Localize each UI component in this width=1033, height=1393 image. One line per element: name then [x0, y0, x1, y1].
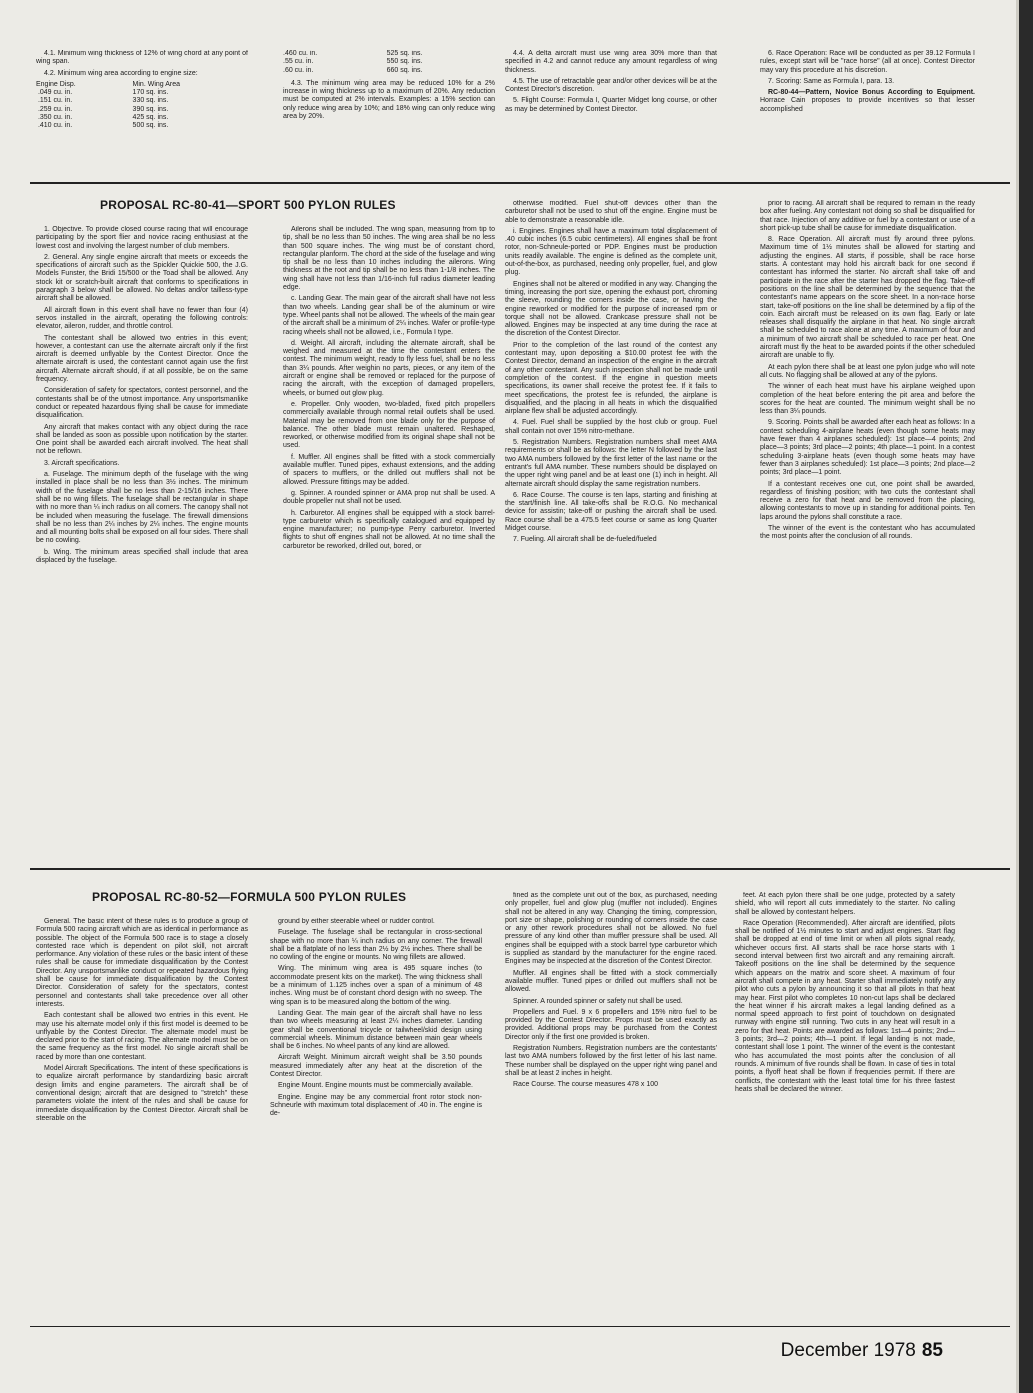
table-cell: 390 sq. ins.: [132, 105, 169, 113]
paragraph: f. Muffler. All engines shall be fitted with a stock commercially available muffler. Tuned pipes, exhaust extensions, and the adding of spacers to mufflers, or the drilled out mufflers shall not be allowed. Pressure fittings may be added.: [283, 453, 495, 486]
table-cell: 425 sq. ins.: [132, 114, 169, 122]
s1-col-1: [36, 226, 248, 866]
s2-col-1: [36, 918, 248, 1323]
paragraph: 9. Scoring. Points shall be awarded after each heat as follows: In a contest scheduling 4-airplane heats (even though some heats may have fewer than 4 airplanes scheduled): 1st place—4 points; 2nd place—3 points; 3rd place—2 points; 4th place—1 point. In a contest scheduling 3-airplane heats (even though some heats may have fewer than 3 airplanes scheduled): 1st place—3 points; 2nd place—2 points; 3rd place—1 point.: [760, 419, 975, 477]
table-cell: 660 sq. ins.: [386, 66, 423, 74]
table-row: [283, 67, 495, 75]
top-col1-para-2: 4.2. Minimum wing area according to engine size:: [44, 69, 198, 77]
paragraph: b. Wing. The minimum areas specified shall include that area displaced by the fuselage.: [36, 548, 248, 564]
top-col-4: [760, 50, 975, 180]
divider-top: [30, 182, 1010, 184]
paragraph: 2. General. Any single engine aircraft that meets or exceeds the specifications of aircraft such as the Spickler Quickie 500, the J.G. Models Funster, the Bridi 15/500 or the Toad shall be allowed. Any stock kit or scratch-built aircraft that conforms to specifications in paragraph 3 below shall be allowed. No deltas and/or tailless-type aircraft shall be allowed.: [36, 253, 248, 303]
top-col4-para-3: [760, 89, 975, 114]
paragraph: 3. Aircraft specifications.: [44, 459, 120, 467]
paragraph: Engine. Engine may be any commercial front rotor stock non-Schneurle with maximum total displacement of .40 in. The engine is de-: [270, 1093, 482, 1118]
table-header-engine: Engine Disp.: [36, 80, 76, 88]
divider-bottom: [30, 1326, 1010, 1327]
paragraph: prior to racing. All aircraft shall be required to remain in the ready box after fueling. Any contestant not doing so shall be disqualified for that race. Injection of any additive or fuel by a contestant or use of a short pick-up tube shall be cause for immediate disqualification.: [760, 200, 975, 232]
paragraph: g. Spinner. A rounded spinner or AMA prop nut shall be used. A double propeller nut shall not be used.: [283, 489, 495, 506]
paragraph: Spinner. A rounded spinner or safety nut shall be used.: [513, 997, 683, 1005]
s1-col-2: [283, 226, 495, 866]
top-col3-para-2: 4.5. The use of retractable gear and/or other devices will be at the Contest Director's discretion.: [505, 77, 717, 94]
paragraph: The winner of the event is the contestant who has accumulated the most points after the conclusion of all rounds.: [760, 524, 975, 541]
paragraph: Any aircraft that makes contact with any object during the race shall be landed as soon as possible upon notification by the starter. One point shall be awarded each aircraft involved. The heat shall not be reflown.: [36, 423, 248, 456]
table-row: [36, 106, 248, 114]
top-col2-para-1: 4.3. The minimum wing area may be reduced 10% for a 2% increase in wing thickness up to a maximum of 20%. Any reduction must be computed at 2% intervals. Examples: a 15% section can only reduce wing area by 10%; and 18% wing can only reduce wing area by 20%.: [283, 79, 495, 121]
proposal-44-title: RC-80-44—Pattern, Novice Bonus According to Equipment.: [768, 89, 975, 97]
table-cell: 330 sq. ins.: [132, 97, 169, 105]
divider-middle: [30, 868, 1010, 870]
page-footer: [781, 1340, 943, 1362]
paragraph: Race Operation (Recommended). After aircraft are identified, pilots shall be notified of 1½ minutes to start and adjust engines. Start flag shall be dropped at end of time limit or when all pilots signal ready, whichever occurs first. All starts shall be race horse starts with 1 second interval between first two aircraft and any remaining aircraft. Takeoff positions on the line shall be determined by the sequence which appears on the matrix and score sheet. A maximum of four aircraft shall compete in any heat. Starter shall immediately notify any pilot who cuts a pylon by announcing it so that all pilots in that heat may hear. First pilot who completes 10 non-cut laps shall be declared the heat winner if his aircraft makes a legal landing defined as a normal speed approach to first point of touchdown on designated runway with engine still running. Two cuts in any heat will result in a zero for that heat. Points are awarded as follows: 1st—4 points; 2nd—3 points; 3rd—2 points; 4th—1 point. If legal landing is not made, contestant shall lose 1 point. The winner of the event is the contestant who has accumulated the most points after the conclusion of all rounds. A minimum of five rounds shall be flown. In case of ties in total points, a flyoff heat shall be flown if frequencies permit. If there are conflicts, the contestant with the least total time for his three fastest heats shall be declared the winner.: [735, 919, 955, 1093]
issue-date: December 1978: [780, 1340, 916, 1361]
table-cell: 525 sq. ins.: [386, 50, 423, 57]
paragraph: The contestant shall be allowed two entries in this event; however, a contestant can use the alternate aircraft only if the first aircraft is deemed unflyable by the Contest Director. Once the alternate aircraft is used, the contestant cannot again use the first aircraft. Alternate aircraft should, if at all possible, be on the same frequency.: [36, 334, 248, 384]
paragraph: feet. At each pylon there shall be one judge, protected by a safety shield, who will report all cuts immediately to the starter. No calling shall be allowed by contestant helpers.: [735, 892, 955, 916]
paragraph: The winner of each heat must have his airplane weighed upon completion of the heat before entering the pit area and before the scores for the heat are counted. The minimum weight shall be no less than 3¼ pounds.: [760, 383, 975, 416]
s2-col-4: [735, 892, 955, 1323]
s1-col-3: [505, 200, 717, 866]
page-edge: [1019, 0, 1033, 1393]
table-row: [283, 50, 495, 58]
s1-col-4: [760, 200, 975, 866]
paragraph: Prior to the completion of the last round of the contest any contestant may, upon depositing a $10.00 protest fee with the Contest Director, demand an inspection of the engine in the aircraft of any other contestant. Any such inspection shall not be made until completion of the contest. If the engine in question meets specifications, its owner shall receive the protest fee. If it fails to meet specifications, the protest fee is refunded, the airplane is disqualified, and the placing in all heats in which the disqualified airplane flew shall be adjusted accordingly.: [505, 341, 717, 416]
table-row: [36, 114, 248, 122]
paragraph: i. Engines. Engines shall have a maximum total displacement of .40 cubic inches (6.5 cubic centimeters). All engines shall be front rotor, non-Schneule-ported or PDP. Engines must be production units readily available. The engine is defined as the complete unit, out-of-the-box, as purchased, needing only propeller, fuel, and glow plug.: [505, 227, 717, 277]
paragraph: c. Landing Gear. The main gear of the aircraft shall have not less than two wheels. Landing gear shall be of the aluminum or wire type. Wheel pants shall not be allowed. The wheels of the main gear of the aircraft shall be a minimum of 2¼ inches. Wafer or profile-type racing wheels shall not be allowed, i.e., Formula I type.: [283, 295, 495, 336]
paragraph: h. Carburetor. All engines shall be equipped with a stock barrel-type carburetor which is specifically catalogued and equipped by engine manufacturer; no pump-type Perry carburetor. Inverted flights to shut off engines shall not be allowed. At no time shall the carburetor be reworked, drilled out, bored, or: [283, 509, 495, 550]
s2-col-3: [505, 892, 717, 1323]
paragraph: Model Aircraft Specifications. The intent of these specifications is to equalize aircraft performance by standardizing basic aircraft design limits and engine parameters. The aircraft shall be of conventional design; aircraft that are designed to "stretch" these parameters violate the intent of the rules and shall be cause for immediate disqualification by the Contest Director. Aircraft shall be steerable on the: [36, 1065, 248, 1122]
top-col3-para-1: 4.4. A delta aircraft must use wing area 30% more than that specified in 4.2 and cannot reduce any amount regardless of wing thickness.: [505, 50, 717, 74]
paragraph: All aircraft flown in this event shall have no fewer than four (4) servos installed in the aircraft, operating the following controls: elevator, aileron, rudder, and throttle control.: [36, 306, 248, 331]
top-col3-para-3: 5. Flight Course: Formula I, Quarter Midget long course, or other as may be determined by Contest Director.: [505, 97, 717, 113]
paragraph: 7. Fueling. All aircraft shall be de-fueled/fueled: [513, 536, 657, 544]
top-col-2: [283, 50, 495, 180]
page-number: 85: [921, 1340, 943, 1361]
paragraph: fined as the complete unit out of the box, as purchased, needing only propeller, fuel and glow plug (muffler not included). Engines shall not be altered in any way. Changing the timing, compression, port size or shape, polishing or rounding of corners inside the case or any other rework procedures shall not be allowed. No fuel pressure of any kind other than muffler pressure shall be used. All engines shall be equipped with a stock barrel type carburetor which is supplied as standard by the manufacturer for the engine raced. Engines may be inspected at the discretion of the Contest Director.: [505, 892, 717, 966]
table-row: [36, 122, 248, 130]
table-cell: .60 cu. in.: [283, 66, 314, 74]
table-cell: .350 cu. in.: [36, 114, 73, 122]
paragraph: Registration Numbers. Registration numbers are the contestants' last two AMA numbers followed by the first letter of his last name. These number shall be displayed on the upper right wing panel and shall be at least 2 inches in height.: [505, 1045, 717, 1077]
table-cell: .049 cu. in.: [36, 89, 73, 97]
engine-wing-table: [36, 81, 248, 131]
paragraph: 4. Fuel. Fuel shall be supplied by the host club or group. Fuel shall contain not over 15% nitro-methane.: [505, 419, 717, 435]
paragraph: 5. Registration Numbers. Registration numbers shall meet AMA requirements or shall be as follows: the letter N followed by the last two AMA numbers followed by the first letter of the last name or the entrant's full AMA number. These numbers should be displayed on the upper right wing panel and be at least one (1) inch in height. All alternate aircraft should display the same registration numbers.: [505, 439, 717, 488]
paragraph: 8. Race Operation. All aircraft must fly around three pylons. Maximum time of 1½ minutes shall be allowed for starting and adjusting the engines. All starts, if possible, shall be race horse starts. A contestant may hold his aircraft back for one second if contestant has informed the starter. No aircraft shall take off and participate in the race after the starter has dropped the flag. Take-off positions on the line shall be determined by the sequence that the contestant's name appears on the score sheet. In a non-race horse start, take-off positions on the line shall be determined by a flip of the coin. Each aircraft must be released on its own flag. Early or late releases shall disqualify the airplane in that heat. No single aircraft shall be scheduled to race alone at any time. A maximum of four and a minimum of two aircraft shall be scheduled to race per heat. One aircraft must fly the heat to be awarded points if the other scheduled aircraft are unable to fly.: [760, 236, 975, 360]
paragraph: a. Fuselage. The minimum depth of the fuselage with the wing installed in place shall be no less than 3½ inches. The minimum width of the fuselage shall be no less than 2-15/16 inches. There shall be no wing fillets. The fuselage shall be rectangular in shape with no more than ¼ inch radius on all corners. The canopy shall not be included when measuring the fuselage. The firewall dimensions shall be no less than 2¼ inches by 2¼ inches. The engine mounts and all mounting bolts shall be exposed on all four sides. There shall be no cowling.: [36, 471, 248, 545]
table-cell: 170 sq. ins.: [132, 89, 169, 97]
table-cell: 550 sq. ins.: [386, 58, 423, 66]
table-cell: .460 cu. in.: [283, 50, 318, 57]
top-col-3: [505, 50, 717, 180]
table-row: [36, 97, 248, 105]
paragraph: Consideration of safety for spectators, contest personnel, and the contestants shall be of the utmost importance. Any unsportsmanlike conduct or repeated hazardous flying shall be cause for immediate disqualification.: [36, 387, 248, 420]
paragraph: Race Course. The course measures 478 x 100: [513, 1081, 659, 1089]
paragraph: Engines shall not be altered or modified in any way. Changing the timing, increasing the port size, opening the exhaust port, chroming the sleeve, rounding the corners inside the case, or having the engine reworked or modified for the purpose of increased rpm or torque shall not be allowed. Crankcase pressure shall not be allowed. Engines may be inspected at any time during the race at the discretion of the Contest Director.: [505, 280, 717, 338]
s2-col-2: [270, 918, 482, 1323]
top-col4-para-1: 6. Race Operation: Race will be conducted as per 39.12 Formula I rules, except start will be "race horse" (all at once). Contest Director may vary this procedure at his discretion.: [760, 50, 975, 74]
paragraph: General. The basic intent of these rules is to produce a group of Formula 500 racing aircraft which are as identical in performance as possible. The object of the Formula 500 race is to stage a closely contested race which is dependent on pilot skill, not aircraft performance. Any violation of these rules or the basic intent of these rules shall be cause for immediate disqualification by the Contest Director. Any unsportsmanlike conduct or repeated hazardous flying shall be cause for immediate disqualification by the Contest Director. Consideration of safety for the spectators, contest personnel and contestants shall take precedence over all other interests.: [36, 918, 248, 1008]
paragraph: Ailerons shall be included. The wing span, measuring from tip to tip, shall be no less than 50 inches. The wing area shall be no less than 500 square inches. The wing must be of constant chord, rectangular planform. The chord at the side of the fuselage and wing tip shall be no less than 10 inches including the ailerons. Wing thickness at the root and tip shall be no less than 1-1/8 inches. The wing shall have not less than 1/16-inch full radius diameter leading edge.: [283, 226, 495, 292]
top-col1-para-1: 4.1. Minimum wing thickness of 12% of wing chord at any point of wing span.: [36, 50, 248, 66]
paragraph: At each pylon there shall be at least one pylon judge who will note all cuts. No flagging shall be allowed at any of the pylons.: [760, 363, 975, 379]
paragraph: e. Propeller. Only wooden, two-bladed, fixed pitch propellers commercially available through normal retail outlets shall be used. Material may be removed from one blade only for the purpose of balance. The other blade must remain unaltered. Reshaped, reworked, or otherwise modified from its original shape shall not be used.: [283, 400, 495, 450]
top-col-1: [36, 50, 248, 180]
paragraph: otherwise modified. Fuel shut-off devices other than the carburetor shall not be used to shut off the engine. Engine must be able to demonstrate a reasonable idle.: [505, 200, 717, 224]
table-cell: .259 cu. in.: [36, 105, 73, 113]
table-cell: .55 cu. in.: [283, 58, 314, 66]
table-cell: .151 cu. in.: [36, 97, 73, 105]
table-cell: .410 cu. in.: [36, 122, 73, 130]
proposal-44-text: Horrace Cain proposes to provide incentives so that lesser accomplished: [760, 97, 975, 113]
section1-title: PROPOSAL RC-80-41—SPORT 500 PYLON RULES: [100, 198, 396, 212]
table-row: [36, 89, 248, 97]
paragraph: Wing. The minimum wing area is 495 square inches (to accommodate present kits on the market). The wing thickness shall be a minimum of 1.125 inches over a span of a minimum of 48 inches. Wing must be of constant chord design with no sweep. The wing span is to be measured along the bottom of the wing.: [270, 965, 482, 1006]
engine-wing-table-cont: [283, 50, 495, 75]
table-row: [283, 58, 495, 66]
top-col4-para-2: 7. Scoring: Same as Formula I, para. 13.: [768, 77, 895, 85]
paragraph: If a contestant receives one cut, one point shall be awarded, regardless of finishing position; with two cuts the contestant shall receive a zero for that heat and be removed from the placing, allowing contestants to move up in standing for additional points. Ten laps around the pylons shall constitute a race.: [760, 480, 975, 521]
table-cell: 500 sq. ins.: [132, 122, 169, 130]
paragraph: Muffler. All engines shall be fitted with a stock commercially available muffler. Tuned pipes or drilled out mufflers shall not be allowed.: [505, 969, 717, 994]
paragraph: Each contestant shall be allowed two entries in this event. He may use his alternate model only if this first model is deemed to be unflyable by the Contest Director. The alternate model must be declared prior to the start of racing. The alternate model must be on the same frequency as the first model. No single aircraft shall be raced by more than one contestant.: [36, 1012, 248, 1061]
table-header-wing: Min. Wing Area: [132, 80, 181, 88]
paragraph: Aircraft Weight. Minimum aircraft weight shall be 3.50 pounds measured immediately after any heat at the discretion of the Contest Director.: [270, 1054, 482, 1079]
paragraph: d. Weight. All aircraft, including the alternate aircraft, shall be weighed and measured at the time the contestant enters the contest. The minimum weight, ready to fly less fuel, shall be no less than 3¼ pounds. After weighin no parts, pieces, or any item of the aircraft or engine shall be removed or replaced for the purpose of racing the aircraft, with the exception of damaged propellers, wheels, or burned out glow plug.: [283, 339, 495, 397]
paragraph: Landing Gear. The main gear of the aircraft shall have no less than two wheels measuring at least 2¼ inches diameter. Landing gear shall be conventional tricycle or tailwheel/skid design using commercial wheels. Minimum distance between main gear wheels shall be 6 inches. No wheel pants of any kind are allowed.: [270, 1009, 482, 1051]
section2-title: PROPOSAL RC-80-52—FORMULA 500 PYLON RULES: [92, 890, 407, 904]
paragraph: 1. Objective. To provide closed course racing that will encourage participating by the sport flier and novice racing enthusiast at the lowest cost and involving the largest number of club members.: [36, 226, 248, 250]
paragraph: Propellers and Fuel. 9 x 6 propellers and 15% nitro fuel to be provided by the Contest Director. Props must be used exactly as provided. Additional props may be purchased from the Contest Director only if the first one provided is broken.: [505, 1008, 717, 1041]
paragraph: 6. Race Course. The course is ten laps, starting and finishing at the start/finish line. All take-offs shall be R.O.G. No mechanical device for assistin; take-off or pushing the aircraft shall be used. Race course shall be a 475.5 feet course or same as long Quarter Midget course.: [505, 491, 717, 532]
paragraph: Fuselage. The fuselage shall be rectangular in cross-sectional shape with no more than ¼ inch radius on any corner. The firewall shall be a flatplate of no less than 2½ by 2½ inches. There shall be no cowling of the engine or mounts. No wing fillets are allowed.: [270, 929, 482, 962]
paragraph: Engine Mount. Engine mounts must be commercially available.: [278, 1082, 473, 1090]
paragraph: ground by either steerable wheel or rudder control.: [278, 918, 435, 925]
